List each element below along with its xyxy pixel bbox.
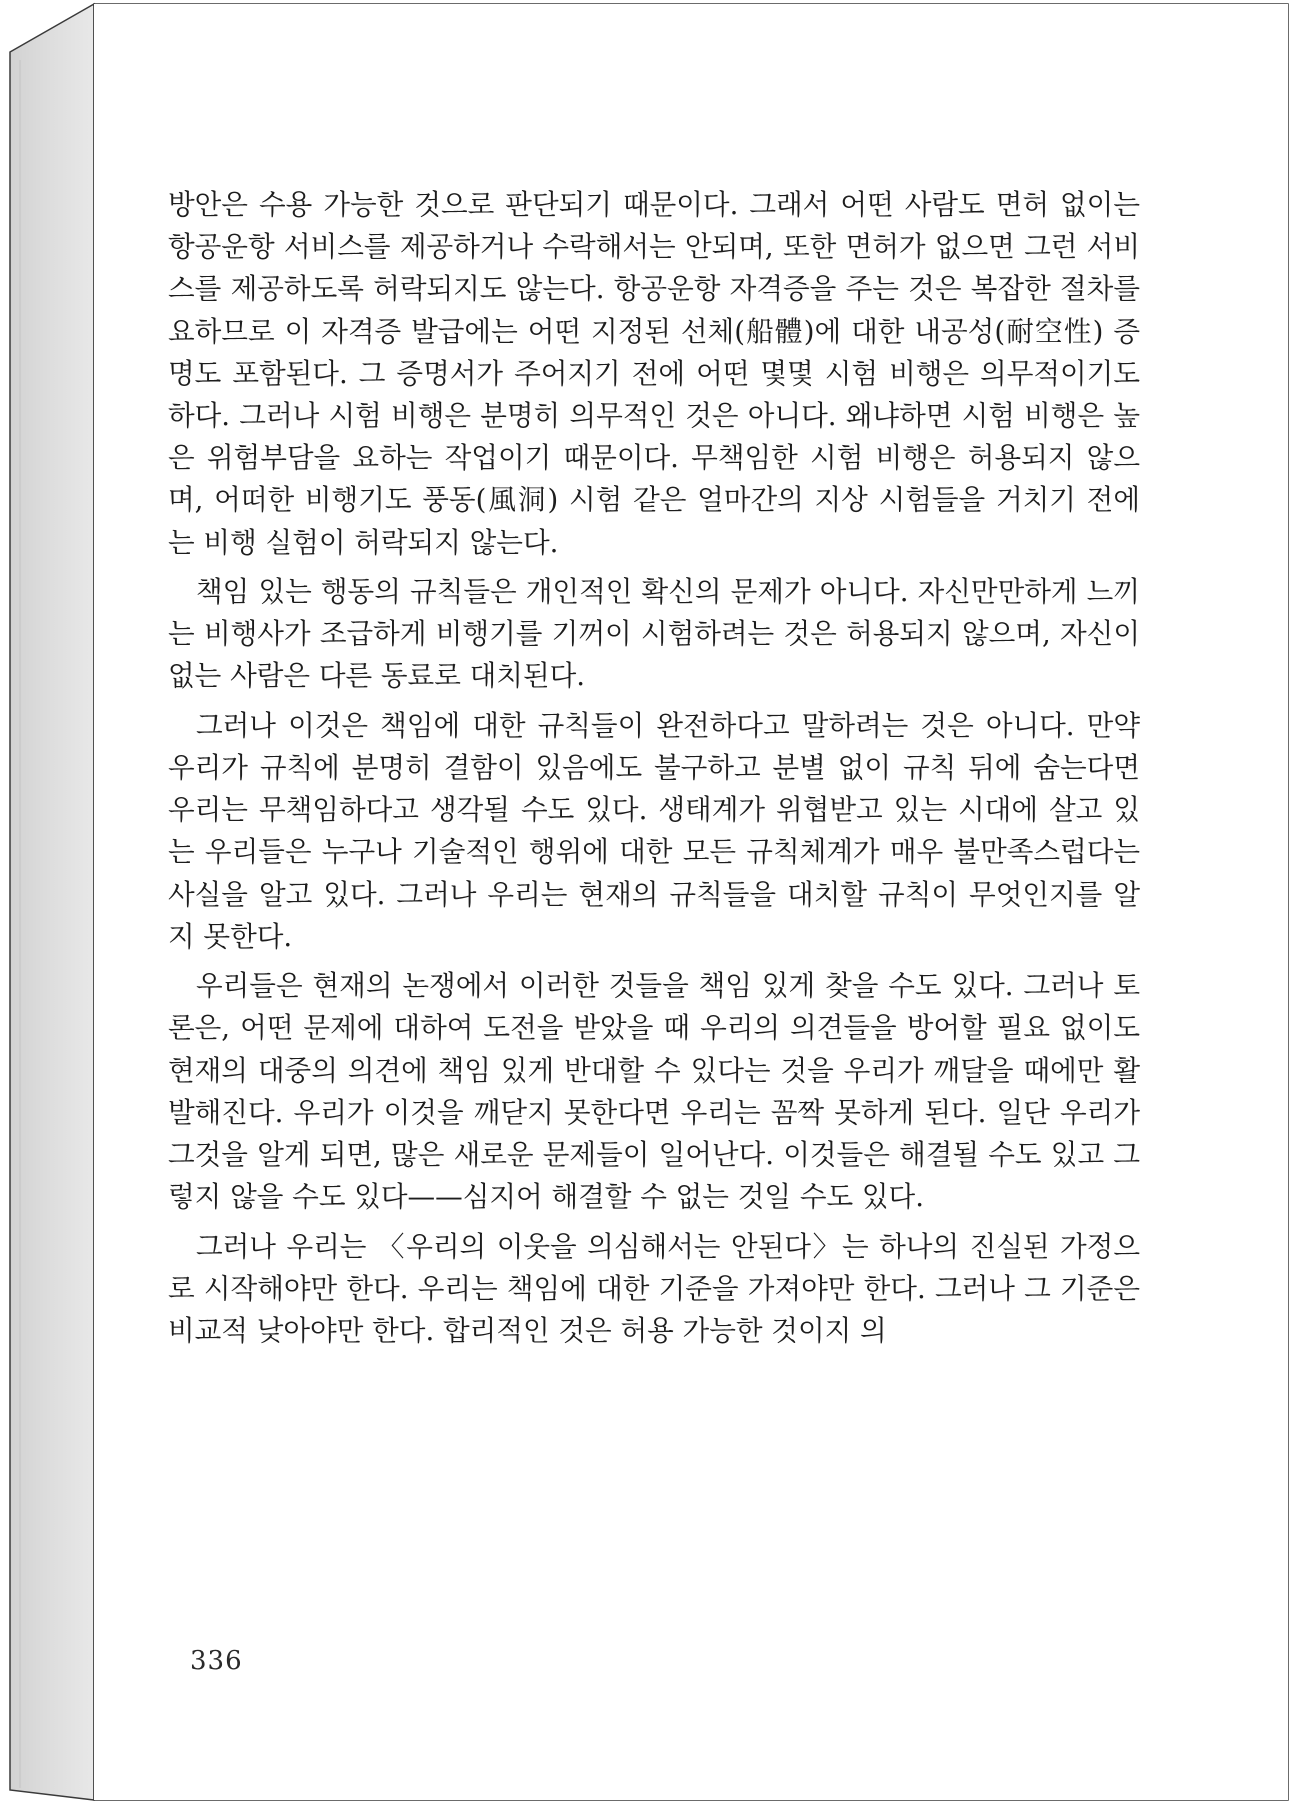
paragraph-5: 그러나 우리는 〈우리의 이웃을 의심해서는 안된다〉는 하나의 진실된 가정으로 시작해야만 한다. 우리는 책임에 대한 기준을 가져야만 한다. 그러나 그 기준은 비교적 낮아야만 한다. 합리적인 것은 허용 가능한 것이지 의 bbox=[168, 1229, 1140, 1348]
paragraph-1: 방안은 수용 가능한 것으로 판단되기 때문이다. 그래서 어떤 사람도 면허 없이는 항공운항 서비스를 제공하거나 수락해서는 안되며, 또한 면허가 없으면 그런 서비스를 제공하도록 허락되지도 않는다. 항공운항 자격증을 주는 것은 복잡한 절차를 요하므로 이 자격증 발급에는 어떤 지정된 선체(船體)에 대한 내공성(耐空性) 증명도 포함된다. 그 증명서가 주어지기 전에 어떤 몇몇 시험 비행은 의무적이기도 하다. 그러나 시험 비행은 분명히 의무적인 것은 아니다. 왜냐하면 시험 비행은 높은 위험부담을 요하는 작업이기 때문이다. 무책임한 시험 비행은 허용되지 않으며, 어떠한 비행기도 풍동(風洞) 시험 같은 얼마간의 지상 시험들을 거치기 전에는 비행 실험이 허락되지 않는다. bbox=[168, 188, 1140, 559]
paragraph-3: 그러나 이것은 책임에 대한 규칙들이 완전하다고 말하려는 것은 아니다. 만약 우리가 규칙에 분명히 결함이 있음에도 불구하고 분별 없이 규칙 뒤에 숨는다면 우리는 무책임하다고 생각될 수도 있다. 생태계가 위협받고 있는 시대에 살고 있는 우리들은 누구나 기술적인 행위에 대한 모든 규칙체계가 매우 불만족스럽다는 사실을 알고 있다. 그러나 우리는 현재의 규칙들을 대치할 규칙이 무엇인지를 알지 못한다. bbox=[168, 708, 1140, 953]
body-text bbox=[168, 184, 1140, 1352]
paragraph-4: 우리들은 현재의 논쟁에서 이러한 것들을 책임 있게 찾을 수도 있다. 그러나 토론은, 어떤 문제에 대하여 도전을 받았을 때 우리의 의견들을 방어할 필요 없이도 현재의 대중의 의견에 책임 있게 반대할 수 있다는 것을 우리가 깨달을 때에만 활발해진다. 우리가 이것을 깨닫지 못한다면 우리는 꼼짝 못하게 된다. 일단 우리가 그것을 알게 되면, 많은 새로운 문제들이 일어난다. 이것들은 해결될 수도 있고 그렇지 않을 수도 있다——심지어 해결할 수 없는 것일 수도 있다. bbox=[168, 969, 1140, 1214]
page-number: 336 bbox=[190, 1646, 243, 1676]
paragraph-2: 책임 있는 행동의 규칙들은 개인적인 확신의 문제가 아니다. 자신만만하게 느끼는 비행사가 조급하게 비행기를 기꺼이 시험하려는 것은 허용되지 않으며, 자신이 없는 사람은 다른 동료로 대치된다. bbox=[168, 575, 1140, 693]
